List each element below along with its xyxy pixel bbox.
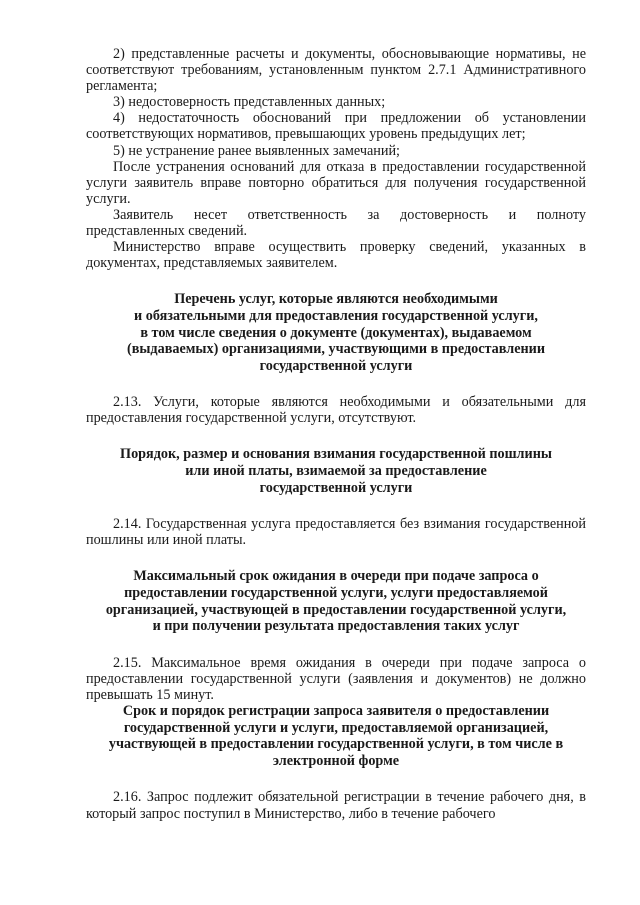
heading-line: Срок и порядок регистрации запроса заявителя о предоставлении bbox=[122, 703, 550, 720]
heading-registration bbox=[86, 703, 586, 769]
heading-line: Перечень услуг, которые являются необходимыми bbox=[174, 291, 498, 308]
heading-services-list bbox=[86, 291, 586, 374]
heading-line: государственной услуги и услуги, предоставляемой организацией, bbox=[123, 719, 549, 736]
paragraph-2-14: 2.14. Государственная услуга предоставляется без взимания государственной пошлины или иной платы. bbox=[86, 516, 586, 549]
heading-line: или иной платы, взимаемой за предоставление bbox=[185, 463, 487, 480]
heading-line: и обязательными для предоставления государственной услуги, bbox=[134, 307, 538, 324]
heading-fee bbox=[86, 446, 586, 496]
heading-line: государственной услуги bbox=[259, 357, 413, 374]
list-item-4: 4) недостаточность обоснований при предложении об установлении соответствующих нормативов, превышающих уровень предыдущих лет; bbox=[86, 110, 586, 143]
heading-line: участвующей в предоставлении государственной услуги, в том числе в bbox=[108, 736, 564, 753]
heading-line: государственной услуги bbox=[259, 479, 413, 496]
paragraph-2-15: 2.15. Максимальное время ожидания в очереди при подаче запроса о предоставлении государственной услуги (заявления и документов) не должно превышать 15 минут. bbox=[86, 654, 586, 703]
document-page bbox=[86, 46, 586, 822]
paragraph-2-16: 2.16. Запрос подлежит обязательной регистрации в течение рабочего дня, в который запрос поступил в Министерство, либо в течение рабочего bbox=[86, 789, 586, 822]
heading-line: в том числе сведения о документе (документах), выдаваемом bbox=[140, 324, 532, 341]
heading-line: и при получении результата предоставления таких услуг bbox=[152, 618, 520, 635]
heading-queue bbox=[86, 568, 586, 634]
heading-line: электронной форме bbox=[272, 752, 400, 769]
paragraph-after-removal: После устранения оснований для отказа в предоставлении государственной услуги заявитель вправе повторно обратиться для получения государственной услуги. bbox=[86, 158, 586, 207]
list-item-2: 2) представленные расчеты и документы, обосновывающие нормативы, не соответствуют требованиям, установленным пунктом 2.7.1 Административного регламента; bbox=[86, 46, 586, 95]
list-item-5: 5) не устранение ранее выявленных замечаний; bbox=[113, 142, 400, 159]
paragraph-2-13: 2.13. Услуги, которые являются необходимыми и обязательными для предоставления государственной услуги, отсутствуют. bbox=[86, 394, 586, 427]
heading-line: Порядок, размер и основания взимания государственной пошлины bbox=[120, 446, 552, 463]
list-item-3: 3) недостоверность представленных данных; bbox=[113, 94, 386, 111]
paragraph-responsibility: Заявитель несет ответственность за достоверность и полноту представленных сведений. bbox=[86, 206, 586, 240]
heading-line: Максимальный срок ожидания в очереди при подаче запроса о bbox=[133, 568, 539, 585]
heading-line: организацией, участвующей в предоставлении государственной услуги, bbox=[105, 601, 567, 618]
heading-line: (выдаваемых) организациями, участвующими в предоставлении bbox=[126, 341, 546, 358]
paragraph-ministry-check: Министерство вправе осуществить проверку сведений, указанных в документах, представляемых заявителем. bbox=[86, 239, 586, 272]
heading-line: предоставлении государственной услуги, услуги предоставляемой bbox=[124, 585, 548, 602]
